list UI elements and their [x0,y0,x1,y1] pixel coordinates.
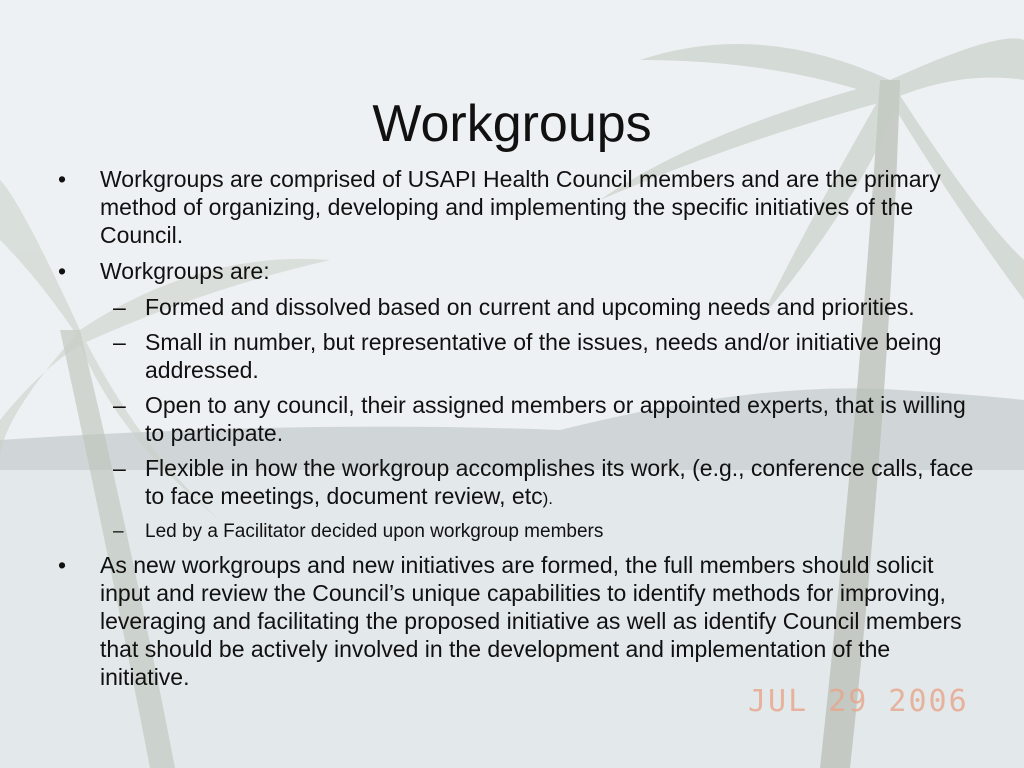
slide-body [58,165,978,699]
bullet-item [58,257,978,285]
dash-marker: – [113,521,124,542]
sub-bullet-item [113,454,978,513]
photo-date-stamp: JUL 29 2006 [748,684,969,719]
bullet-item [58,551,978,691]
bullet-text: Workgroups are comprised of USAPI Health Council members and are the primary method of organizing, developing and implementing the specific initiatives of the Council. [100,166,941,248]
sub-bullet-text [145,454,978,513]
sub-bullet-main: Flexible in how the workgroup accomplishes its work, (e.g., conference calls, face to face meetings, document review, etc [145,455,974,509]
sub-bullet-text: Open to any council, their assigned members or appointed experts, that is willing to participate. [145,392,966,446]
sub-bullet-item [113,293,978,321]
slide-title: Workgroups [372,95,652,153]
sub-bullet-item [113,391,978,447]
sub-bullet-text: Led by a Facilitator decided upon workgroup members [145,521,604,542]
dash-marker: – [113,455,126,481]
bullet-marker: • [58,166,67,192]
sub-bullet-item [113,520,978,544]
dash-marker: – [113,294,126,320]
sub-bullet-tail: ). [542,489,553,508]
dash-marker: – [113,392,126,418]
bullet-text: Workgroups are: [100,258,270,284]
dash-marker: – [113,329,126,355]
bullet-marker: • [58,258,67,284]
bullet-item [58,165,978,249]
bullet-text: As new workgroups and new initiatives are formed, the full members should solicit input and review the Council’s unique capabilities to identify methods for improving, leveraging and facilitating the proposed initiative as well as identify Council members that should be actively involved in the development and implementation of the initiative. [100,552,962,690]
bullet-marker: • [58,552,67,578]
sub-bullet-text: Formed and dissolved based on current and upcoming needs and priorities. [145,294,915,320]
sub-bullet-text: Small in number, but representative of the issues, needs and/or initiative being addressed. [145,329,942,383]
sub-bullet-item [113,328,978,384]
